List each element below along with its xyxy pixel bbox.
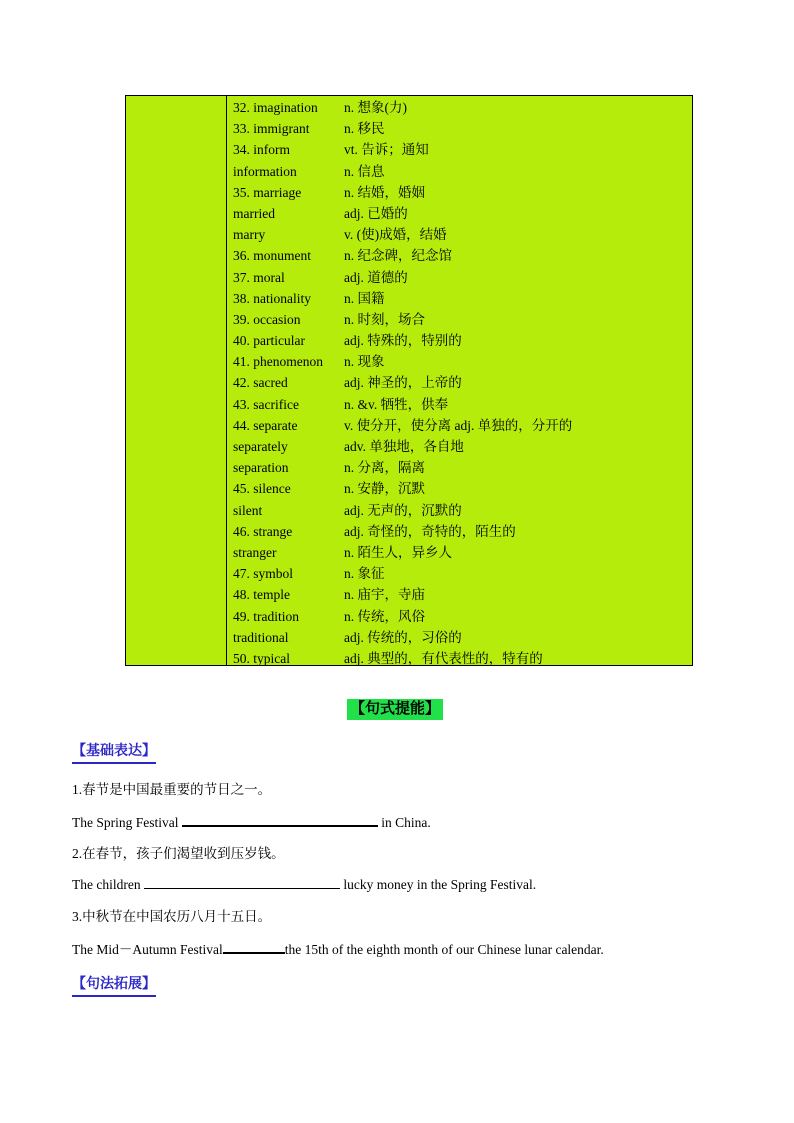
- vocab-definition: n. 移民: [344, 121, 385, 137]
- exercise-2-blank[interactable]: [144, 876, 340, 889]
- vocab-definition: adj. 传统的，习俗的: [344, 629, 462, 645]
- vocab-definition: adj. 典型的，有代表性的，特有的: [344, 650, 543, 666]
- vocab-definition: n. 想象(力): [344, 100, 407, 115]
- vocab-row: [233, 394, 692, 415]
- basic-expression-heading: 【基础表达】: [72, 743, 156, 764]
- vocab-definition: n. 纪念碑，纪念馆: [344, 248, 452, 264]
- vocab-definition: adj. 特殊的，特别的: [344, 333, 462, 349]
- vocab-word: traditional: [233, 629, 289, 645]
- exercise-3-chinese: 3.中秋节在中国农历八月十五日。: [72, 909, 272, 924]
- vocab-word: 37. moral: [233, 269, 285, 285]
- vocabulary-list: [233, 97, 692, 669]
- vocab-row: [233, 351, 692, 372]
- vocab-row: [233, 627, 692, 648]
- vocab-definition: adj. 道德的: [344, 269, 408, 285]
- exercise-1-english: [72, 813, 431, 832]
- exercise-2-chinese: 2.在春节，孩子们渴望收到压岁钱。: [72, 846, 285, 861]
- exercise-2-suffix: lucky money in the Spring Festival.: [343, 877, 537, 892]
- vocab-definition: adj. 奇怪的，奇特的，陌生的: [344, 523, 516, 539]
- vocab-row: [233, 203, 692, 224]
- vocab-row: [233, 563, 692, 584]
- vocab-definition: n. 分离，隔离: [344, 460, 425, 476]
- vocab-row: [233, 182, 692, 203]
- vocab-word: marry: [233, 227, 266, 243]
- exercise-3-prefix: The Mid－Autumn Festival: [72, 942, 223, 957]
- vocab-word: 40. particular: [233, 333, 305, 349]
- vocab-definition: n. 安静，沉默: [344, 481, 425, 497]
- section-title: 【句式提能】: [347, 699, 443, 720]
- exercise-1-prefix: The Spring Festival: [72, 815, 179, 830]
- vocab-word: 50. typical: [233, 650, 290, 666]
- vocab-row: [233, 521, 692, 542]
- vocab-row: [233, 584, 692, 605]
- vocab-definition: vt. 告诉；通知: [344, 142, 429, 158]
- vocab-word: 48. temple: [233, 587, 290, 603]
- exercise-3-blank[interactable]: [223, 940, 285, 954]
- vocab-row: [233, 161, 692, 182]
- vocab-word: silent: [233, 502, 263, 518]
- exercise-1-blank[interactable]: [182, 813, 378, 827]
- vocab-definition: n. 庙宇，寺庙: [344, 587, 425, 603]
- vocab-word: 46. strange: [233, 523, 293, 539]
- vocab-row: [233, 436, 692, 457]
- vocab-row: [233, 245, 692, 266]
- vocab-row: [233, 606, 692, 627]
- table-column-divider: [226, 96, 227, 665]
- exercise-2-prefix: The children: [72, 877, 141, 892]
- vocab-row: [233, 457, 692, 478]
- vocab-row: [233, 648, 692, 669]
- vocab-word: stranger: [233, 544, 277, 560]
- vocab-word: married: [233, 205, 275, 221]
- exercise-3-suffix: the 15th of the eighth month of our Chinese lunar calendar.: [284, 942, 604, 957]
- vocab-word: 42. sacred: [233, 375, 288, 391]
- vocab-row: [233, 372, 692, 393]
- exercise-2-english: [72, 876, 536, 894]
- vocab-definition: n. 传统，风俗: [344, 608, 425, 624]
- vocab-word: 47. symbol: [233, 566, 294, 582]
- vocab-definition: adj. 已婚的: [344, 205, 408, 221]
- vocab-row: [233, 309, 692, 330]
- vocab-row: [233, 415, 692, 436]
- exercise-1-chinese: 1.春节是中国最重要的节日之一。: [72, 782, 272, 797]
- vocab-word: 49. tradition: [233, 608, 299, 624]
- vocab-word: 32. imagination: [233, 100, 318, 115]
- vocab-definition: n. 时刻，场合: [344, 311, 425, 327]
- vocab-row: [233, 542, 692, 563]
- vocab-row: [233, 224, 692, 245]
- vocab-definition: v. 使分开，使分离 adj. 单独的，分开的: [344, 417, 573, 433]
- vocab-definition: adj. 神圣的，上帝的: [344, 375, 462, 391]
- vocab-word: separation: [233, 460, 289, 476]
- vocab-row: [233, 118, 692, 139]
- vocab-word: separately: [233, 439, 288, 454]
- vocab-word: 34. inform: [233, 142, 290, 158]
- vocab-word: 44. separate: [233, 417, 298, 433]
- vocab-definition: adv. 单独地，各自地: [344, 439, 464, 454]
- vocab-row: [233, 267, 692, 288]
- vocab-row: [233, 330, 692, 351]
- vocab-word: 43. sacrifice: [233, 396, 299, 412]
- exercise-1-suffix: in China.: [381, 815, 431, 830]
- vocab-word: 33. immigrant: [233, 121, 310, 137]
- vocab-definition: adj. 无声的，沉默的: [344, 502, 462, 518]
- vocab-row: [233, 97, 692, 118]
- vocab-definition: n. 结婚，婚姻: [344, 184, 425, 200]
- vocab-row: [233, 500, 692, 521]
- vocab-word: 39. occasion: [233, 311, 301, 327]
- syntax-expansion-heading: 【句法拓展】: [72, 976, 156, 997]
- vocab-row: [233, 478, 692, 499]
- vocab-definition: n. 陌生人，异乡人: [344, 544, 452, 560]
- vocab-row: [233, 139, 692, 160]
- vocab-definition: n. 现象: [344, 354, 385, 370]
- vocab-word: 41. phenomenon: [233, 354, 323, 370]
- vocab-definition: n. 国籍: [344, 290, 385, 306]
- vocab-definition: v. (使)成婚，结婚: [344, 227, 447, 243]
- vocabulary-table: [125, 95, 693, 666]
- vocab-word: 35. marriage: [233, 184, 302, 200]
- vocab-word: 38. nationality: [233, 290, 311, 306]
- vocab-row: [233, 288, 692, 309]
- vocab-definition: n. 信息: [344, 163, 385, 179]
- vocab-word: 45. silence: [233, 481, 291, 497]
- vocab-definition: n. &v. 牺牲，供奉: [344, 396, 449, 412]
- vocab-word: 36. monument: [233, 248, 311, 264]
- exercise-3-english: [72, 940, 604, 959]
- vocab-word: information: [233, 163, 297, 179]
- vocab-definition: n. 象征: [344, 566, 385, 582]
